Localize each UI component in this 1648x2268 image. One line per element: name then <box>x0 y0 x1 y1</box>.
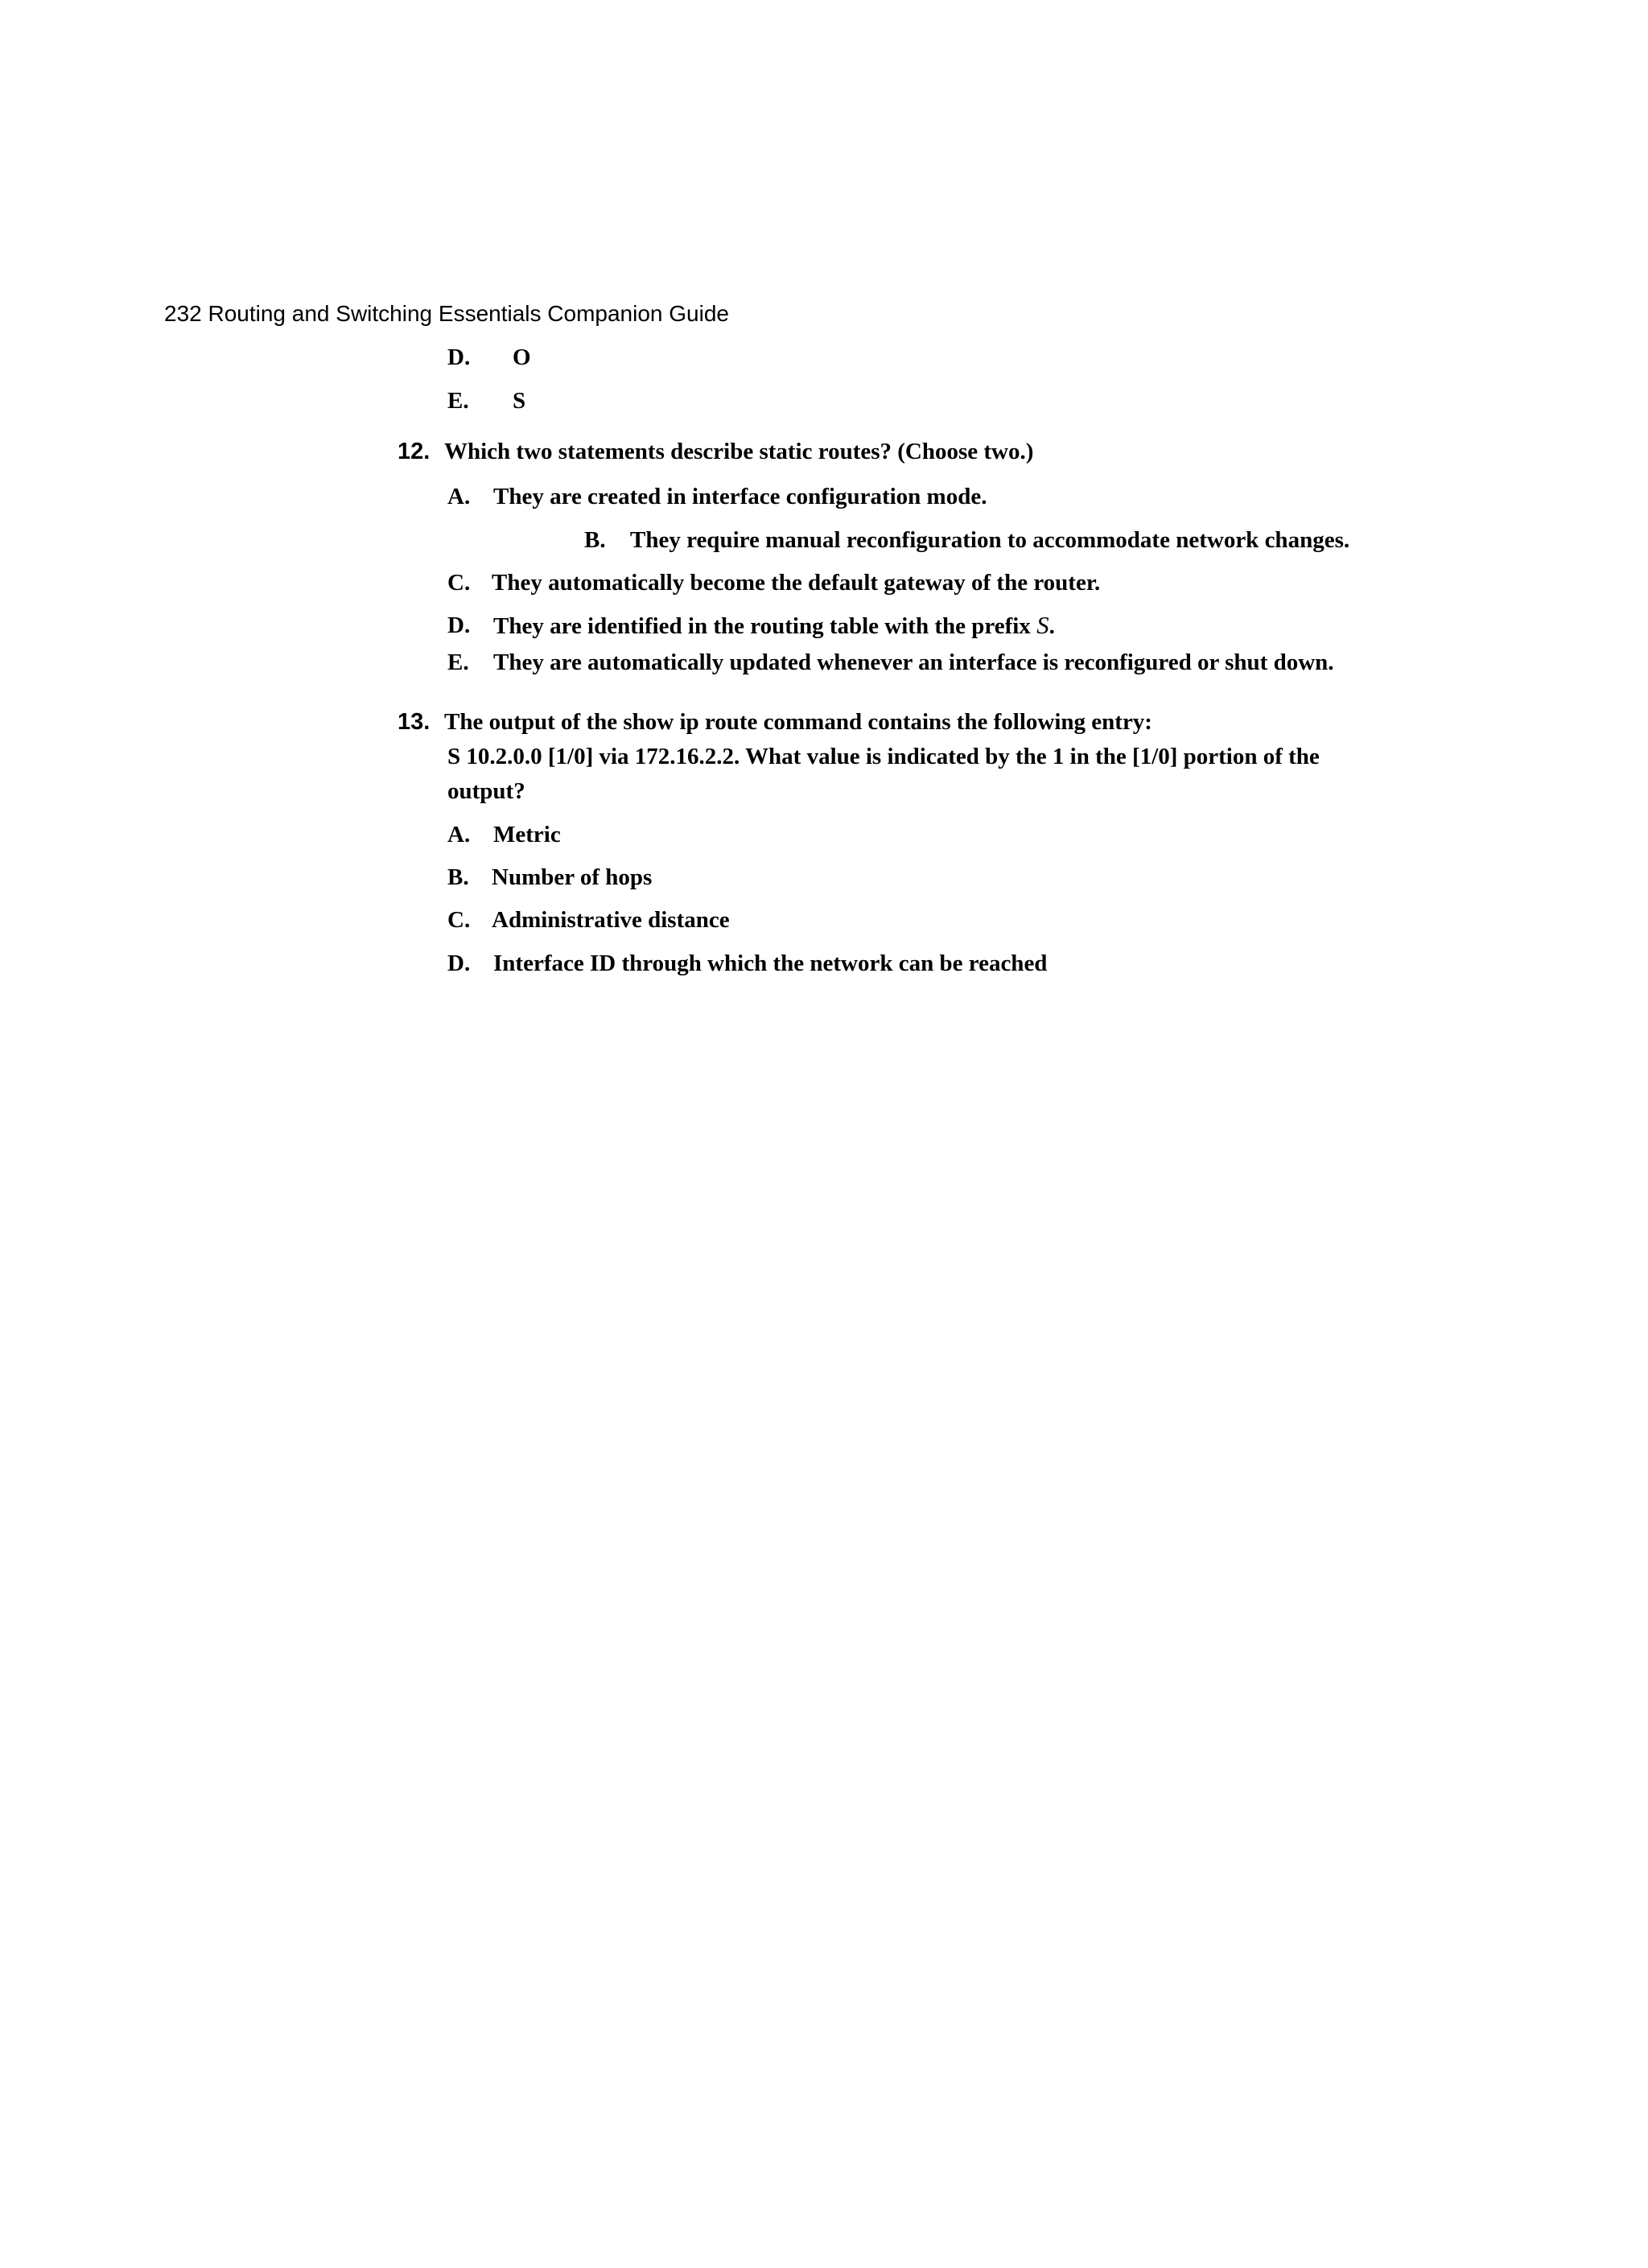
prefix-emphasis: S <box>1036 611 1049 639</box>
option-letter: C. <box>447 570 471 596</box>
option-text: Metric <box>493 822 561 847</box>
option-letter: B. <box>584 527 606 553</box>
option-text: Number of hops <box>492 864 653 890</box>
question-text-line: output? <box>447 778 525 804</box>
option-text: Interface ID through which the network can be reached <box>493 950 1048 976</box>
question-text-line: The output of the show ip route command contains the following entry: <box>444 709 1152 735</box>
option-text-main: They are identified in the routing table with the prefix <box>493 613 1037 639</box>
option-letter: C. <box>447 907 471 933</box>
option-letter: A. <box>447 484 471 509</box>
question-text-line: S 10.2.0.0 [1/0] via 172.16.2.2. What value is indicated by the 1 in the [1/0] portion of the <box>447 744 1320 769</box>
question-text: Which two statements describe static routes? (Choose two.) <box>444 439 1034 464</box>
option-letter: E. <box>447 649 469 675</box>
option-text: They are automatically updated whenever an interface is reconfigured or shut down. <box>493 649 1334 675</box>
option-text: Administrative distance <box>492 907 730 933</box>
option-letter: A. <box>447 822 471 847</box>
option-text: They are created in interface configuration mode. <box>493 484 987 509</box>
option-letter: D. <box>447 612 471 638</box>
running-head: 232 Routing and Switching Essentials Companion Guide <box>164 301 729 326</box>
option-text <box>493 609 1055 642</box>
option-text: They automatically become the default gateway of the router. <box>492 570 1101 596</box>
question-number: 12. <box>398 439 431 464</box>
option-letter: D. <box>447 950 471 976</box>
option-text-tail: . <box>1049 613 1055 639</box>
option-letter: D. <box>447 344 471 370</box>
option-letter: B. <box>447 864 469 890</box>
option-text: They require manual reconfiguration to accommodate network changes. <box>630 527 1350 553</box>
option-text: O <box>513 344 531 370</box>
question-number: 13. <box>398 709 431 735</box>
option-text: S <box>513 388 526 414</box>
option-letter: E. <box>447 388 469 414</box>
